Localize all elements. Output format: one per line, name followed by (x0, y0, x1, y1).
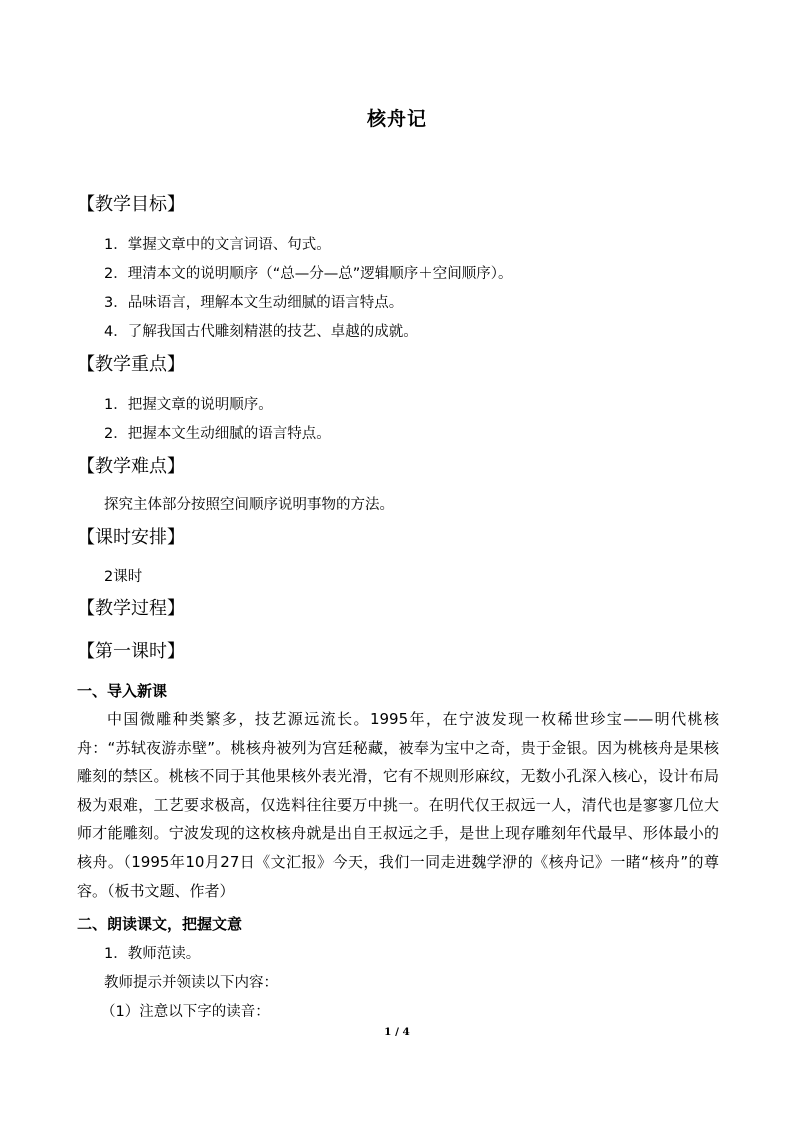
goal-item-3: 3．品味语言，理解本文生动细腻的语言特点。 (104, 295, 404, 311)
section-heading-difficulty: 【教学难点】 (77, 456, 185, 477)
part2-heading: 二、朗读课文，把握文意 (77, 915, 243, 933)
key-point-item-1: 1．把握文章的说明顺序。 (104, 397, 273, 413)
section-heading-lesson1: 【第一课时】 (77, 641, 185, 662)
goal-item-4: 4．了解我国古代雕刻精湛的技艺、卓越的成就。 (104, 324, 418, 340)
goal-item-2: 2．理清本文的说明顺序（“总—分—总”逻辑顺序＋空间顺序）。 (104, 266, 513, 282)
page-number: 1 / 4 (384, 1026, 410, 1038)
key-point-item-2: 2．把握本文生动细腻的语言特点。 (104, 426, 331, 442)
goal-item-1: 1．掌握文章中的文言词语、句式。 (104, 237, 331, 253)
part2-step1: 1．教师范读。 (104, 946, 201, 962)
schedule-text: 2课时 (104, 569, 143, 585)
part2-step1-sub: （1）注意以下字的读音： (101, 1004, 270, 1020)
section-heading-goals: 【教学目标】 (77, 194, 185, 215)
section-heading-key-points: 【教学重点】 (77, 354, 185, 375)
part1-paragraph: 中国微雕种类繁多，技艺源远流长。1995年，在宁波发现一枚稀世珍宝——明代桃核舟：“苏轼夜游赤壁”。桃核舟被列为宫廷秘藏，被奉为宝中之奇，贵于金银。因为桃核舟是果核雕刻的禁区。桃核不同于其他果核外表光滑，它有不规则形麻纹，无数小孔深入核心，设计布局极为艰难，工艺要求极高，仅选料往往要万中挑一。在明代仅王叔远一人，清代也是寥寥几位大师才能雕刻。宁波发现的这枚核舟就是出自王叔远之手，是世上现存雕刻年代最早、形体最小的核舟。（1995年10月27日《文汇报》今天，我们一同走进魏学洢的《核舟记》一睹“核舟”的尊容。（板书文题、作者） (77, 710, 719, 900)
part1-heading: 一、导入新课 (77, 682, 168, 700)
part2-step1-note: 教师提示并领读以下内容： (104, 975, 278, 991)
section-heading-schedule: 【课时安排】 (77, 527, 185, 548)
difficulty-text: 探究主体部分按照空间顺序说明事物的方法。 (104, 497, 394, 513)
document-title: 核舟记 (366, 108, 427, 130)
section-heading-process: 【教学过程】 (77, 598, 185, 619)
